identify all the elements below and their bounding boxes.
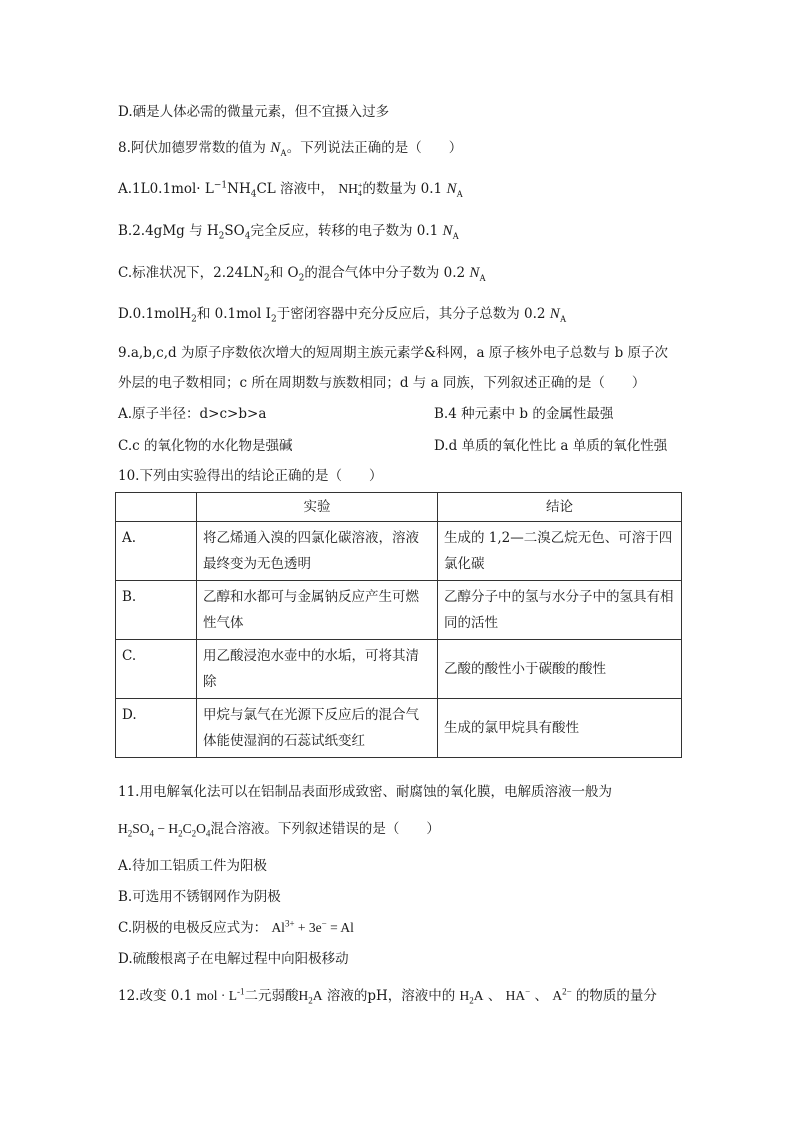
- q12-stem: 12.改变 0.1 mol · $L^{-1}$二元弱酸$H_2A$ 溶液的pH，溶液中的 $H_2A$ 、 HA− 、 $A^{2-}$ 的物质的量分: [118, 986, 657, 1006]
- q9-option-c: C.c 的氧化物的水化物是强碱: [118, 438, 293, 454]
- q11-stem-line2: $H_2SO_4 - H_2C_2O_4$混合溶液。下列叙述错误的是（ ）: [118, 821, 440, 839]
- row-label: A.: [116, 522, 197, 581]
- row-experiment: 将乙烯通入溴的四氯化碳溶液，溶液最终变为无色透明: [197, 522, 438, 581]
- experiment-table: [115, 492, 682, 758]
- q9-option-d: D.d 单质的氧化性比 a 单质的氧化性强: [434, 438, 668, 454]
- table-row: [116, 699, 682, 758]
- row-conclusion: 乙醇分子中的氢与水分子中的氢具有相同的活性: [438, 581, 682, 640]
- row-conclusion: 乙酸的酸性小于碳酸的酸性: [438, 640, 682, 699]
- q11-option-c: C.阴极的电极反应式为： $Al^{3+} + 3e^- = Al$: [118, 918, 354, 936]
- q8-option-b: B.2.4gMg 与 $H_2SO_4$完全反应，转移的电子数为 0.1 $N_A$: [118, 223, 460, 242]
- avogadro-symbol: $N_A$: [270, 140, 287, 158]
- table-header-blank: [116, 493, 197, 522]
- q9-option-a: A.原子半径：d>c>b>a: [118, 406, 267, 422]
- cathode-equation: $Al^{3+} + 3e^- = Al$: [271, 918, 354, 935]
- row-label: C.: [116, 640, 197, 699]
- table-header-row: [116, 493, 682, 522]
- table-row: [116, 581, 682, 640]
- q8-option-c: C.标准状况下，$2.24LN_2$和 $O_2$的混合气体中分子数为 0.2 $N_A$: [118, 265, 486, 284]
- electrolyte-formula: $H_2SO_4 - H_2C_2O_4$: [118, 821, 211, 839]
- table-row: [116, 522, 682, 581]
- row-conclusion: 生成的氯甲烷具有酸性: [438, 699, 682, 758]
- q11-option-b: B.可选用不锈钢网作为阴极: [118, 889, 281, 905]
- ammonium-ion: NH + 4: [338, 180, 363, 198]
- row-label: D.: [116, 699, 197, 758]
- q11-option-a: A.待加工铝质工件为阳极: [118, 858, 268, 874]
- q11-stem-line1: 11.用电解氧化法可以在铝制品表面形成致密、耐腐蚀的氧化膜，电解质溶液一般为: [118, 784, 612, 800]
- row-conclusion: 生成的 1,2—二溴乙烷无色、可溶于四氯化碳: [438, 522, 682, 581]
- row-label: B.: [116, 581, 197, 640]
- q9-options-row2: [118, 437, 668, 455]
- q8-stem: 8.阿伏加德罗常数的值为 $N_A$。下列说法正确的是（ ）: [118, 140, 463, 158]
- q9-stem-line1: 9.a,b,c,d 为原子序数依次增大的短周期主族元素学&科网，a 原子核外电子总数与 b 原子次: [118, 345, 669, 361]
- q8-option-d: D.0.1molH$_2$和 0.1mol $I_2$于密闭容器中充分反应后，其分子总数为 0.2 $N_A$: [118, 306, 567, 325]
- row-experiment: 用乙酸浸泡水壶中的水垢，可将其清除: [197, 640, 438, 699]
- q9-options-row1: [118, 405, 614, 423]
- q9-option-b: B.4 种元素中 b 的金属性最强: [434, 406, 614, 422]
- table-header-experiment: 实验: [197, 493, 438, 522]
- row-experiment: 乙醇和水都可与金属钠反应产生可燃性气体: [197, 581, 438, 640]
- table-row: [116, 640, 682, 699]
- q7-option-d: D.硒是人体必需的微量元素，但不宜摄入过多: [118, 104, 390, 120]
- table-header-conclusion: 结论: [438, 493, 682, 522]
- q10-stem: 10.下列由实验得出的结论正确的是（ ）: [118, 468, 383, 484]
- row-experiment: 甲烷与氯气在光源下反应后的混合气体能使湿润的石蕊试纸变红: [197, 699, 438, 758]
- q9-stem-line2: 外层的电子数相同；c 所在周期数与族数相同；d 与 a 同族，下列叙述正确的是（ ）: [118, 375, 646, 391]
- q8-option-a: $A.1L0.1mol\cdot L^{-1}NH_4CL$ 溶液中， NH + 4 的数量为 0.1 $N_A$: [118, 180, 463, 200]
- q11-option-d: D.硫酸根离子在电解过程中向阳极移动: [118, 951, 349, 967]
